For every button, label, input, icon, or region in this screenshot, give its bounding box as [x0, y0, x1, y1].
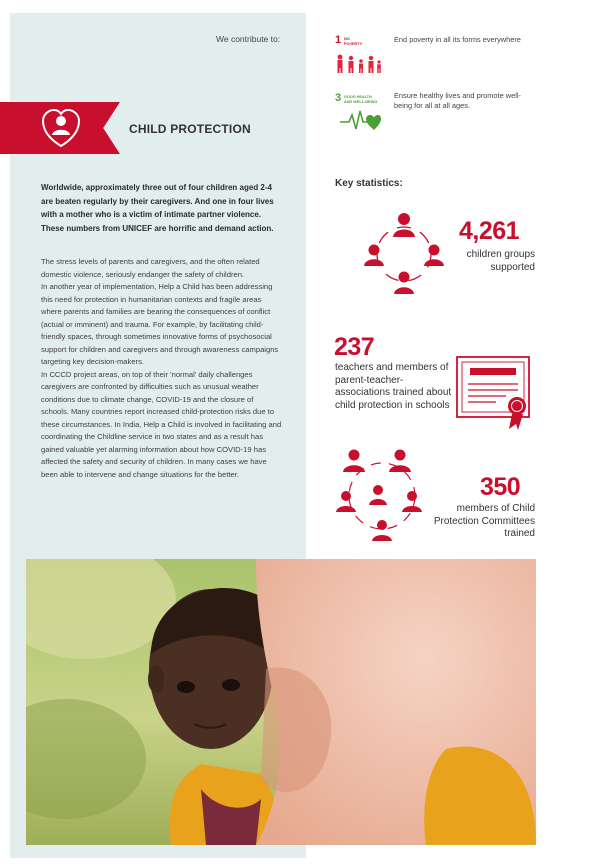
family-icon — [335, 54, 383, 74]
sdg-1-description: End poverty in all its forms everywhere — [394, 35, 521, 44]
body-paragraph: In CCCD project areas, on top of their 'normal' daily challenges caregivers are confronted by difficulties such as unusual weather conditions due to climate change, COVID-19 and the closure of schools. Many countries report increased child-protection risks due to these circumstances. In India, Help a Child is involved in facilitating and coordinating the Childline service in two states and as a result has gained valuable yet alarming information about how COVID-19 has affected the safety and security of children. In many cases we have been able to intervene and change situations for the better. — [41, 369, 282, 479]
sdg-3-description: Ensure healthy lives and promote well-being for all at all ages. — [394, 91, 521, 110]
stat-value: 4,261 — [459, 217, 520, 245]
sdg-number: 1 — [335, 34, 342, 46]
body-paragraph: The stress levels of parents and caregivers, and the often related domestic violence, seriously endanger the safety of children. — [41, 257, 260, 279]
section-title: CHILD PROTECTION — [129, 122, 251, 136]
sdg-label: NO POVERTY — [344, 37, 363, 46]
sdg-label: GOOD HEALTH AND WELL-BEING — [344, 95, 378, 104]
heartbeat-icon — [339, 108, 381, 132]
certificate-icon — [456, 356, 538, 430]
key-statistics-heading: Key statistics: — [335, 178, 403, 189]
body-paragraph: In another year of implementation, Help a Child has been addressing this need for protection in humanitarian contexts and fragile areas where parents and families are bearing the consequences of conflict (actual or imminent) and trauma. For example, by facilitating child-friendly spaces, through sometimes innovative forms of psychosocial support for children and caregivers and through awareness campaigns targeting key decision-makers. — [41, 282, 279, 366]
sdg-1-badge — [335, 34, 383, 74]
sdg-number: 3 — [335, 92, 342, 104]
contribute-label: We contribute to: — [216, 34, 281, 44]
stat-label: children groups supported — [466, 249, 535, 273]
stat-value: 350 — [480, 473, 521, 501]
child-photo — [26, 559, 536, 845]
stat-label: teachers and members of parent-teacher-associations trained about child protection in schools — [335, 362, 452, 411]
stat-label: members of Child Protection Committees trained — [433, 503, 535, 539]
body-text — [41, 256, 283, 481]
child-protection-icon — [40, 106, 82, 150]
stat-value: 237 — [334, 333, 375, 361]
sdg-3-badge — [335, 92, 383, 132]
lead-paragraph: Worldwide, approximately three out of four children aged 2-4 are beaten regularly by their caregivers. And one in four lives with a mother who is a victim of intimate partner violence. These numbers from UNICEF are horrific and demand action. — [41, 183, 274, 233]
committee-network-icon — [334, 444, 430, 544]
children-group-icon — [360, 210, 448, 298]
